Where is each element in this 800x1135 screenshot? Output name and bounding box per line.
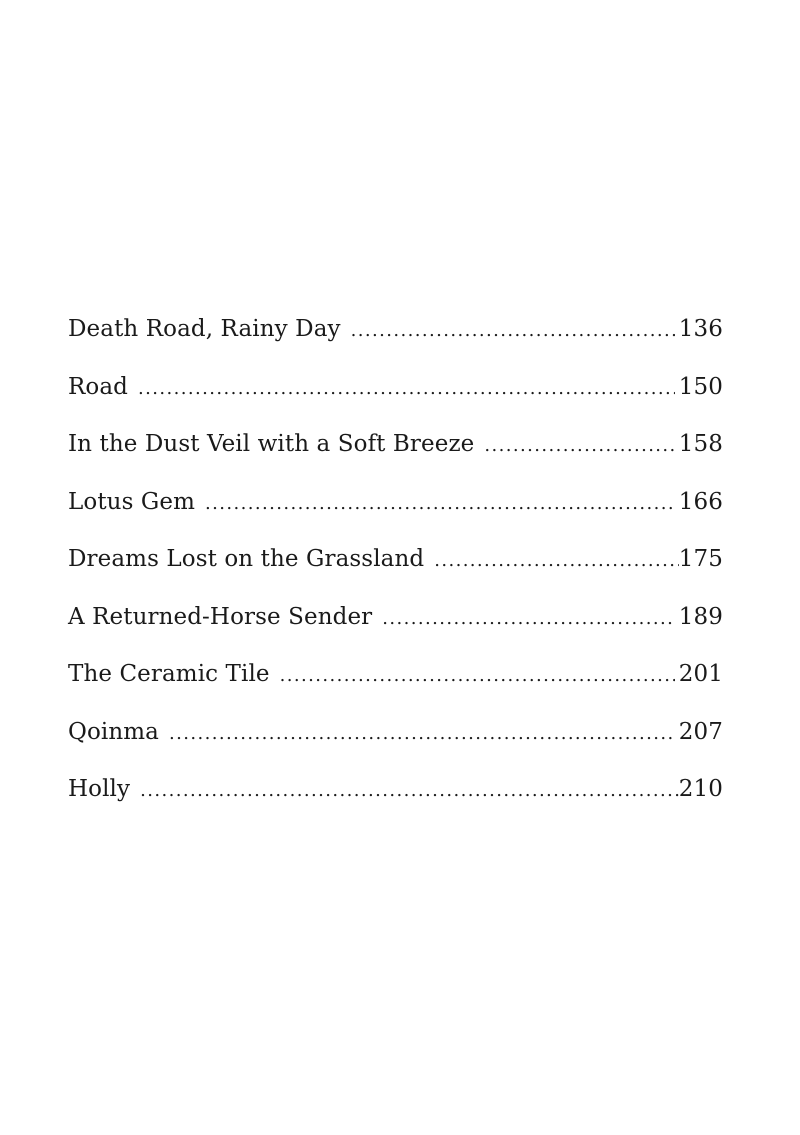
- toc-entry-page: 189: [678, 603, 723, 630]
- dot-leader: [138, 380, 675, 398]
- dot-leader: [434, 552, 679, 570]
- toc-entry-page: 175: [678, 546, 723, 572]
- toc-entry: [68, 433, 723, 491]
- toc-entry: [68, 663, 723, 721]
- toc-entry: [68, 548, 723, 606]
- dot-leader: [140, 782, 679, 800]
- toc-entry-title: Road: [68, 373, 129, 400]
- toc-entry: [68, 778, 723, 836]
- toc-entry: [68, 488, 723, 549]
- toc-entry-page: 201: [678, 661, 723, 687]
- toc-entry: [68, 603, 723, 664]
- toc-entry-page: 158: [678, 431, 723, 457]
- toc-entry: [68, 718, 723, 779]
- table-of-contents: [68, 318, 723, 836]
- toc-entry-page: 207: [678, 718, 723, 745]
- dot-leader: [169, 725, 675, 743]
- toc-entry-title: Death Road, Rainy Day: [68, 316, 341, 342]
- toc-entry-title: Qoinma: [68, 718, 159, 745]
- dot-leader: [205, 495, 675, 513]
- toc-entry-page: 150: [678, 373, 723, 400]
- dot-leader: [280, 667, 675, 685]
- toc-entry-title: Dreams Lost on the Grassland: [68, 546, 425, 572]
- dot-leader: [351, 322, 675, 340]
- toc-entry: [68, 318, 723, 376]
- dot-leader: [382, 610, 675, 628]
- toc-entry-title: Holly: [68, 776, 131, 802]
- toc-entry-page: 210: [678, 776, 723, 802]
- toc-entry: [68, 373, 723, 434]
- dot-leader: [484, 437, 674, 455]
- toc-entry-title: A Returned-Horse Sender: [68, 603, 373, 630]
- toc-entry-page: 166: [678, 488, 723, 515]
- toc-entry-title: The Ceramic Tile: [68, 661, 270, 687]
- toc-entry-page: 136: [678, 316, 723, 342]
- toc-entry-title: Lotus Gem: [68, 488, 195, 515]
- toc-entry-title: In the Dust Veil with a Soft Breeze: [68, 431, 475, 457]
